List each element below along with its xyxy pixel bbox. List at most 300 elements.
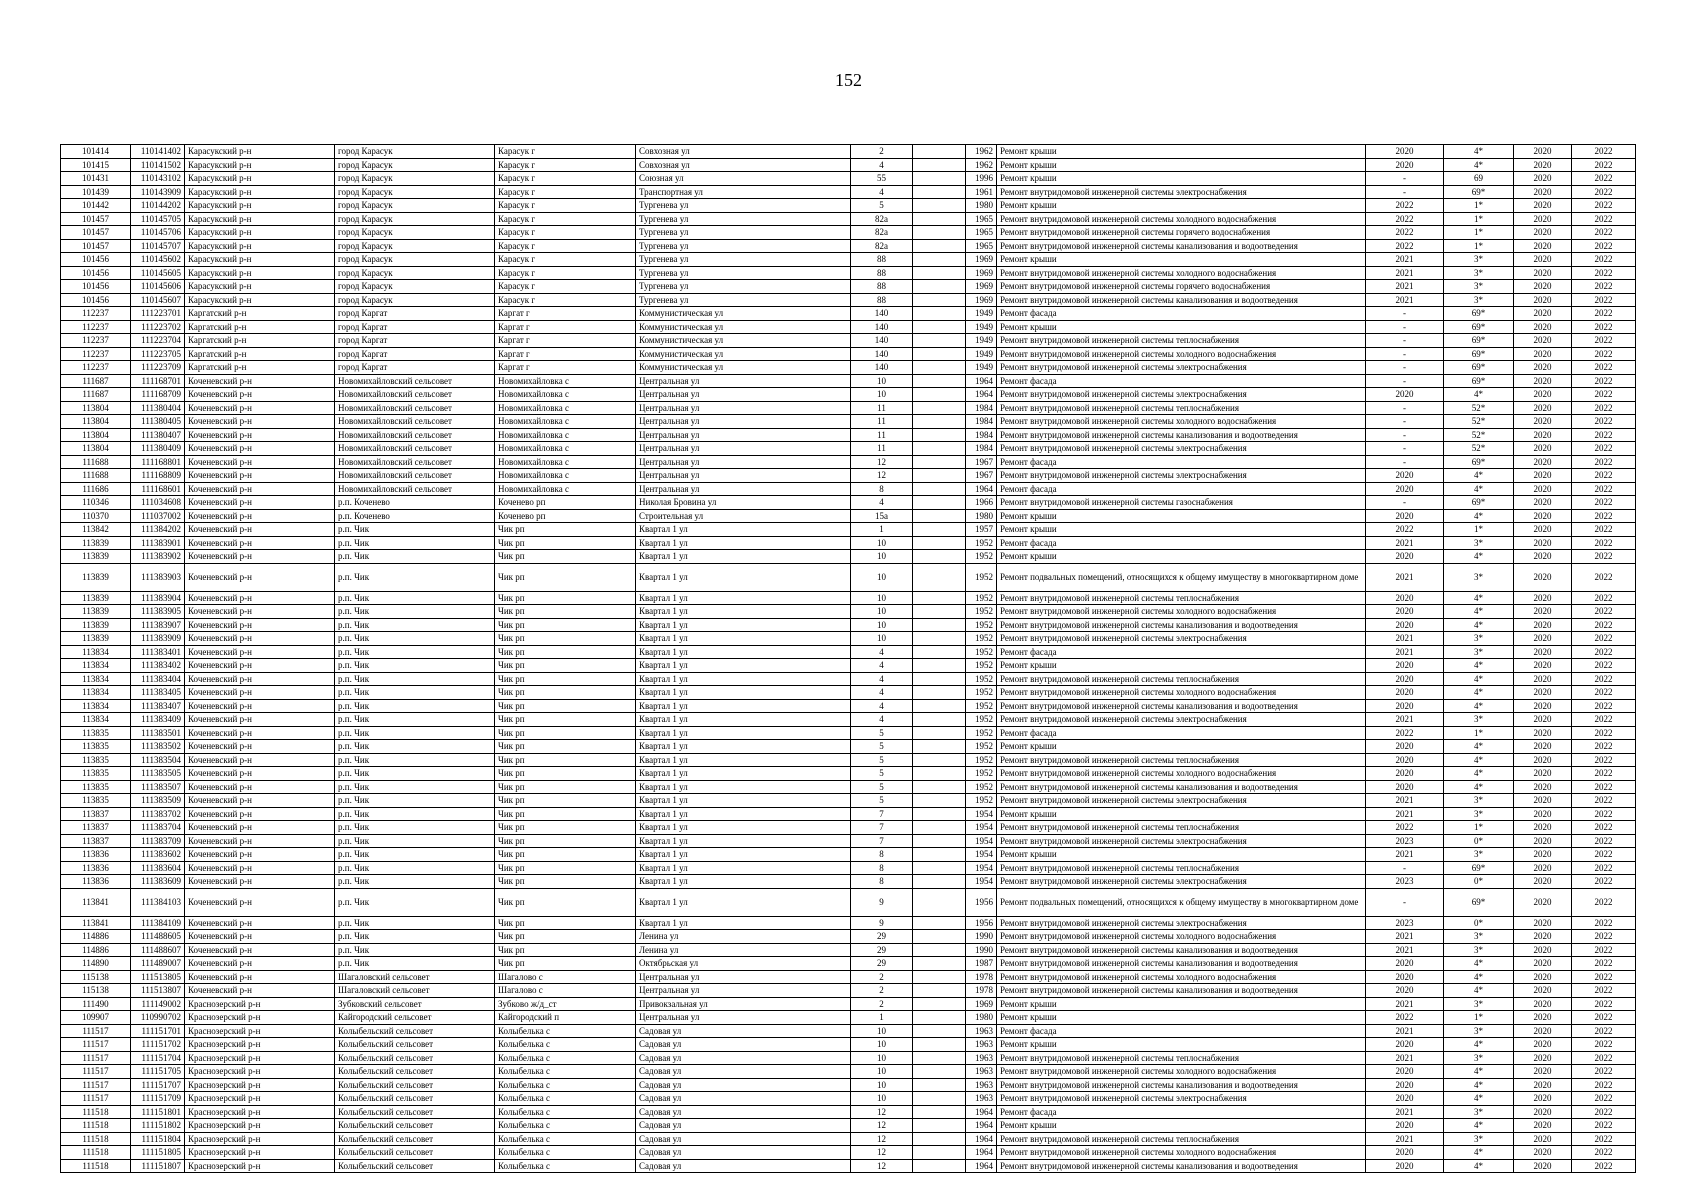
house-id-cell: 113836: [61, 861, 131, 875]
district-cell: Коченевский р-н: [185, 523, 335, 537]
street-cell: Садовая ул: [636, 1078, 851, 1092]
house-id-cell: 113842: [61, 523, 131, 537]
work-id-cell: 111383602: [131, 848, 185, 862]
municipality-cell: р.п. Чик: [335, 834, 495, 848]
planned-year-cell: -: [1366, 861, 1444, 875]
district-cell: Краснозерский р-н: [185, 1132, 335, 1146]
table-row: [61, 591, 1636, 605]
period-start-cell: 2020: [1514, 536, 1572, 550]
year-built-cell: 1990: [966, 943, 997, 957]
work-type-cell: Ремонт внутридомовой инженерной системы канализования и водоотведения: [997, 293, 1366, 307]
wear-cell: 4*: [1444, 767, 1514, 781]
planned-year-cell: 2020: [1366, 1146, 1444, 1160]
work-id-cell: 111151804: [131, 1132, 185, 1146]
wear-cell: 69*: [1444, 320, 1514, 334]
locality-cell: Карасук г: [495, 226, 636, 240]
table-row: [61, 185, 1636, 199]
work-type-cell: Ремонт крыши: [997, 145, 1366, 159]
wear-cell: 3*: [1444, 563, 1514, 591]
period-end-cell: 2022: [1572, 401, 1636, 415]
wear-cell: 3*: [1444, 997, 1514, 1011]
building-cell: [913, 699, 966, 713]
municipality-cell: р.п. Чик: [335, 807, 495, 821]
work-type-cell: Ремонт внутридомовой инженерной системы электроснабжения: [997, 1092, 1366, 1106]
locality-cell: Чик рп: [495, 834, 636, 848]
street-cell: Тургенева ул: [636, 226, 851, 240]
house-id-cell: 113841: [61, 916, 131, 930]
work-type-cell: Ремонт внутридомовой инженерной системы теплоснабжения: [997, 861, 1366, 875]
year-built-cell: 1964: [966, 1159, 997, 1173]
wear-cell: 1*: [1444, 726, 1514, 740]
table-row: [61, 807, 1636, 821]
locality-cell: Кайгородский п: [495, 1011, 636, 1025]
municipality-cell: город Каргат: [335, 320, 495, 334]
building-cell: [913, 185, 966, 199]
planned-year-cell: -: [1366, 415, 1444, 429]
work-type-cell: Ремонт крыши: [997, 659, 1366, 673]
work-id-cell: 111383509: [131, 794, 185, 808]
period-end-cell: 2022: [1572, 875, 1636, 889]
street-cell: Центральная ул: [636, 1011, 851, 1025]
district-cell: Коченевский р-н: [185, 861, 335, 875]
work-id-cell: 111151705: [131, 1065, 185, 1079]
period-end-cell: 2022: [1572, 1038, 1636, 1052]
house-id-cell: 101414: [61, 145, 131, 159]
house-id-cell: 111688: [61, 455, 131, 469]
house-id-cell: 113839: [61, 605, 131, 619]
house-id-cell: 101457: [61, 239, 131, 253]
work-id-cell: 111513807: [131, 984, 185, 998]
house-number-cell: 8: [851, 482, 913, 496]
period-start-cell: 2020: [1514, 496, 1572, 510]
table-row: [61, 334, 1636, 348]
house-id-cell: 111517: [61, 1038, 131, 1052]
building-cell: [913, 861, 966, 875]
house-number-cell: 55: [851, 172, 913, 186]
year-built-cell: 1964: [966, 1119, 997, 1133]
house-id-cell: 101456: [61, 253, 131, 267]
year-built-cell: 1952: [966, 699, 997, 713]
planned-year-cell: -: [1366, 428, 1444, 442]
municipality-cell: р.п. Чик: [335, 753, 495, 767]
house-number-cell: 12: [851, 1159, 913, 1173]
building-cell: [913, 401, 966, 415]
street-cell: Квартал 1 ул: [636, 834, 851, 848]
municipality-cell: р.п. Чик: [335, 550, 495, 564]
period-end-cell: 2022: [1572, 1105, 1636, 1119]
municipality-cell: Колыбельский сельсовет: [335, 1024, 495, 1038]
district-cell: Коченевский р-н: [185, 659, 335, 673]
wear-cell: 4*: [1444, 659, 1514, 673]
work-type-cell: Ремонт внутридомовой инженерной системы канализования и водоотведения: [997, 984, 1366, 998]
period-start-cell: 2020: [1514, 374, 1572, 388]
building-cell: [913, 1011, 966, 1025]
building-cell: [913, 1024, 966, 1038]
building-cell: [913, 334, 966, 348]
district-cell: Краснозерский р-н: [185, 997, 335, 1011]
house-id-cell: 111518: [61, 1105, 131, 1119]
work-type-cell: Ремонт внутридомовой инженерной системы электроснабжения: [997, 834, 1366, 848]
building-cell: [913, 550, 966, 564]
house-number-cell: 11: [851, 442, 913, 456]
house-number-cell: 8: [851, 861, 913, 875]
municipality-cell: город Карасук: [335, 199, 495, 213]
work-type-cell: Ремонт внутридомовой инженерной системы электроснабжения: [997, 442, 1366, 456]
locality-cell: Каргат г: [495, 320, 636, 334]
year-built-cell: 1980: [966, 1011, 997, 1025]
work-type-cell: Ремонт внутридомовой инженерной системы холодного водоснабжения: [997, 266, 1366, 280]
house-number-cell: 12: [851, 1132, 913, 1146]
period-end-cell: 2022: [1572, 997, 1636, 1011]
period-end-cell: 2022: [1572, 1051, 1636, 1065]
planned-year-cell: 2020: [1366, 158, 1444, 172]
year-built-cell: 1964: [966, 388, 997, 402]
wear-cell: 3*: [1444, 1024, 1514, 1038]
period-start-cell: 2020: [1514, 347, 1572, 361]
municipality-cell: р.п. Чик: [335, 875, 495, 889]
period-end-cell: 2022: [1572, 442, 1636, 456]
house-number-cell: 4: [851, 686, 913, 700]
work-type-cell: Ремонт внутридомовой инженерной системы канализования и водоотведения: [997, 699, 1366, 713]
period-start-cell: 2020: [1514, 1011, 1572, 1025]
repair-program-table: [60, 144, 1636, 1173]
building-cell: [913, 807, 966, 821]
municipality-cell: город Каргат: [335, 307, 495, 321]
planned-year-cell: -: [1366, 401, 1444, 415]
planned-year-cell: 2021: [1366, 794, 1444, 808]
wear-cell: 4*: [1444, 1092, 1514, 1106]
building-cell: [913, 428, 966, 442]
building-cell: [913, 361, 966, 375]
locality-cell: Колыбелька с: [495, 1159, 636, 1173]
work-id-cell: 111168701: [131, 374, 185, 388]
house-id-cell: 101456: [61, 293, 131, 307]
street-cell: Тургенева ул: [636, 280, 851, 294]
house-number-cell: 10: [851, 632, 913, 646]
district-cell: Коченевский р-н: [185, 605, 335, 619]
locality-cell: Чик рп: [495, 943, 636, 957]
period-start-cell: 2020: [1514, 916, 1572, 930]
table-row: [61, 1159, 1636, 1173]
house-number-cell: 4: [851, 496, 913, 510]
year-built-cell: 1984: [966, 415, 997, 429]
house-id-cell: 112237: [61, 307, 131, 321]
municipality-cell: р.п. Чик: [335, 605, 495, 619]
house-id-cell: 115138: [61, 970, 131, 984]
table-row: [61, 550, 1636, 564]
municipality-cell: р.п. Чик: [335, 699, 495, 713]
year-built-cell: 1984: [966, 428, 997, 442]
house-number-cell: 12: [851, 469, 913, 483]
locality-cell: Каргат г: [495, 347, 636, 361]
period-start-cell: 2020: [1514, 605, 1572, 619]
building-cell: [913, 1092, 966, 1106]
planned-year-cell: 2020: [1366, 1119, 1444, 1133]
period-start-cell: 2020: [1514, 632, 1572, 646]
house-id-cell: 111686: [61, 482, 131, 496]
street-cell: Квартал 1 ул: [636, 726, 851, 740]
street-cell: Садовая ул: [636, 1092, 851, 1106]
period-start-cell: 2020: [1514, 212, 1572, 226]
work-type-cell: Ремонт крыши: [997, 158, 1366, 172]
work-type-cell: Ремонт подвальных помещений, относящихся к общему имуществу в многоквартирном доме: [997, 888, 1366, 916]
house-number-cell: 88: [851, 293, 913, 307]
house-number-cell: 10: [851, 563, 913, 591]
table-row: [61, 645, 1636, 659]
district-cell: Краснозерский р-н: [185, 1119, 335, 1133]
district-cell: Краснозерский р-н: [185, 1011, 335, 1025]
wear-cell: 3*: [1444, 266, 1514, 280]
work-type-cell: Ремонт внутридомовой инженерной системы теплоснабжения: [997, 334, 1366, 348]
district-cell: Каргатский р-н: [185, 361, 335, 375]
locality-cell: Колыбелька с: [495, 1105, 636, 1119]
district-cell: Карасукский р-н: [185, 226, 335, 240]
street-cell: Тургенева ул: [636, 293, 851, 307]
period-start-cell: 2020: [1514, 848, 1572, 862]
house-id-cell: 111687: [61, 374, 131, 388]
work-type-cell: Ремонт крыши: [997, 1011, 1366, 1025]
period-start-cell: 2020: [1514, 767, 1572, 781]
wear-cell: 69*: [1444, 888, 1514, 916]
wear-cell: 4*: [1444, 672, 1514, 686]
street-cell: Совхозная ул: [636, 158, 851, 172]
work-id-cell: 111383905: [131, 605, 185, 619]
house-id-cell: 111517: [61, 1024, 131, 1038]
work-id-cell: 111223701: [131, 307, 185, 321]
house-id-cell: 112237: [61, 361, 131, 375]
period-start-cell: 2020: [1514, 686, 1572, 700]
table-row: [61, 713, 1636, 727]
building-cell: [913, 943, 966, 957]
house-number-cell: 8: [851, 875, 913, 889]
work-id-cell: 111151802: [131, 1119, 185, 1133]
year-built-cell: 1954: [966, 861, 997, 875]
street-cell: Коммунистическая ул: [636, 361, 851, 375]
house-number-cell: 5: [851, 740, 913, 754]
planned-year-cell: 2020: [1366, 699, 1444, 713]
locality-cell: Чик рп: [495, 713, 636, 727]
locality-cell: Чик рп: [495, 686, 636, 700]
work-id-cell: 111149002: [131, 997, 185, 1011]
work-id-cell: 111034608: [131, 496, 185, 510]
district-cell: Коченевский р-н: [185, 807, 335, 821]
wear-cell: 4*: [1444, 618, 1514, 632]
planned-year-cell: -: [1366, 307, 1444, 321]
house-number-cell: 4: [851, 185, 913, 199]
wear-cell: 4*: [1444, 482, 1514, 496]
street-cell: Садовая ул: [636, 1119, 851, 1133]
planned-year-cell: 2020: [1366, 1065, 1444, 1079]
table-row: [61, 970, 1636, 984]
planned-year-cell: 2021: [1366, 266, 1444, 280]
work-id-cell: 110145607: [131, 293, 185, 307]
planned-year-cell: -: [1366, 442, 1444, 456]
work-type-cell: Ремонт внутридомовой инженерной системы электроснабжения: [997, 185, 1366, 199]
table-row: [61, 1011, 1636, 1025]
house-number-cell: 29: [851, 930, 913, 944]
wear-cell: 4*: [1444, 984, 1514, 998]
work-id-cell: 111380409: [131, 442, 185, 456]
building-cell: [913, 374, 966, 388]
planned-year-cell: 2020: [1366, 618, 1444, 632]
street-cell: Квартал 1 ул: [636, 536, 851, 550]
year-built-cell: 1967: [966, 455, 997, 469]
house-id-cell: 113804: [61, 442, 131, 456]
street-cell: Квартал 1 ул: [636, 794, 851, 808]
district-cell: Коченевский р-н: [185, 618, 335, 632]
house-id-cell: 113836: [61, 848, 131, 862]
period-end-cell: 2022: [1572, 659, 1636, 673]
work-type-cell: Ремонт внутридомовой инженерной системы холодного водоснабжения: [997, 970, 1366, 984]
year-built-cell: 1956: [966, 916, 997, 930]
planned-year-cell: 2023: [1366, 916, 1444, 930]
street-cell: Тургенева ул: [636, 199, 851, 213]
year-built-cell: 1963: [966, 1092, 997, 1106]
building-cell: [913, 1159, 966, 1173]
year-built-cell: 1952: [966, 767, 997, 781]
municipality-cell: р.п. Чик: [335, 563, 495, 591]
house-number-cell: 15а: [851, 509, 913, 523]
house-number-cell: 140: [851, 307, 913, 321]
house-number-cell: 5: [851, 753, 913, 767]
district-cell: Коченевский р-н: [185, 848, 335, 862]
work-type-cell: Ремонт внутридомовой инженерной системы горячего водоснабжения: [997, 226, 1366, 240]
period-start-cell: 2020: [1514, 821, 1572, 835]
period-start-cell: 2020: [1514, 970, 1572, 984]
house-id-cell: 111687: [61, 388, 131, 402]
locality-cell: Зубково ж/д_ст: [495, 997, 636, 1011]
house-number-cell: 29: [851, 943, 913, 957]
table-row: [61, 1119, 1636, 1133]
period-start-cell: 2020: [1514, 1146, 1572, 1160]
table-row: [61, 293, 1636, 307]
work-id-cell: 111383502: [131, 740, 185, 754]
planned-year-cell: 2022: [1366, 199, 1444, 213]
wear-cell: 4*: [1444, 388, 1514, 402]
table-row: [61, 1092, 1636, 1106]
table-row: [61, 401, 1636, 415]
house-number-cell: 5: [851, 767, 913, 781]
locality-cell: Карасук г: [495, 185, 636, 199]
building-cell: [913, 632, 966, 646]
table-row: [61, 1024, 1636, 1038]
street-cell: Союзная ул: [636, 172, 851, 186]
period-end-cell: 2022: [1572, 970, 1636, 984]
district-cell: Коченевский р-н: [185, 563, 335, 591]
house-number-cell: 4: [851, 672, 913, 686]
period-start-cell: 2020: [1514, 361, 1572, 375]
district-cell: Коченевский р-н: [185, 536, 335, 550]
work-id-cell: 111383901: [131, 536, 185, 550]
table-row: [61, 1105, 1636, 1119]
house-id-cell: 113839: [61, 632, 131, 646]
district-cell: Карасукский р-н: [185, 145, 335, 159]
work-type-cell: Ремонт фасада: [997, 455, 1366, 469]
street-cell: Садовая ул: [636, 1038, 851, 1052]
period-end-cell: 2022: [1572, 469, 1636, 483]
district-cell: Карасукский р-н: [185, 172, 335, 186]
table-row: [61, 672, 1636, 686]
building-cell: [913, 1119, 966, 1133]
building-cell: [913, 930, 966, 944]
table-row: [61, 563, 1636, 591]
period-start-cell: 2020: [1514, 239, 1572, 253]
year-built-cell: 1952: [966, 794, 997, 808]
table-row: [61, 509, 1636, 523]
work-id-cell: 111168809: [131, 469, 185, 483]
wear-cell: 1*: [1444, 212, 1514, 226]
district-cell: Каргатский р-н: [185, 334, 335, 348]
municipality-cell: Колыбельский сельсовет: [335, 1078, 495, 1092]
street-cell: Строительная ул: [636, 509, 851, 523]
house-id-cell: 113835: [61, 726, 131, 740]
street-cell: Квартал 1 ул: [636, 916, 851, 930]
municipality-cell: город Карасук: [335, 212, 495, 226]
locality-cell: Чик рп: [495, 875, 636, 889]
street-cell: Садовая ул: [636, 1065, 851, 1079]
year-built-cell: 1963: [966, 1078, 997, 1092]
table-row: [61, 659, 1636, 673]
year-built-cell: 1952: [966, 753, 997, 767]
house-number-cell: 140: [851, 320, 913, 334]
work-type-cell: Ремонт внутридомовой инженерной системы канализования и водоотведения: [997, 1078, 1366, 1092]
building-cell: [913, 1078, 966, 1092]
work-type-cell: Ремонт внутридомовой инженерной системы холодного водоснабжения: [997, 686, 1366, 700]
period-start-cell: 2020: [1514, 1159, 1572, 1173]
year-built-cell: 1954: [966, 807, 997, 821]
year-built-cell: 1964: [966, 1132, 997, 1146]
period-start-cell: 2020: [1514, 172, 1572, 186]
building-cell: [913, 767, 966, 781]
house-id-cell: 101431: [61, 172, 131, 186]
year-built-cell: 1963: [966, 1038, 997, 1052]
planned-year-cell: 2020: [1366, 591, 1444, 605]
period-start-cell: 2020: [1514, 930, 1572, 944]
house-number-cell: 2: [851, 145, 913, 159]
table-row: [61, 536, 1636, 550]
municipality-cell: Новомихайловский сельсовет: [335, 374, 495, 388]
house-id-cell: 112237: [61, 320, 131, 334]
house-id-cell: 113834: [61, 659, 131, 673]
work-type-cell: Ремонт внутридомовой инженерной системы канализования и водоотведения: [997, 428, 1366, 442]
municipality-cell: Новомихайловский сельсовет: [335, 469, 495, 483]
district-cell: Карасукский р-н: [185, 158, 335, 172]
wear-cell: 1*: [1444, 226, 1514, 240]
planned-year-cell: 2022: [1366, 726, 1444, 740]
house-number-cell: 10: [851, 1038, 913, 1052]
wear-cell: 4*: [1444, 753, 1514, 767]
table-row: [61, 605, 1636, 619]
planned-year-cell: 2021: [1366, 632, 1444, 646]
work-id-cell: 110145707: [131, 239, 185, 253]
period-start-cell: 2020: [1514, 415, 1572, 429]
building-cell: [913, 455, 966, 469]
wear-cell: 4*: [1444, 699, 1514, 713]
year-built-cell: 1969: [966, 293, 997, 307]
locality-cell: Новомихайловка с: [495, 469, 636, 483]
house-number-cell: 5: [851, 199, 913, 213]
work-type-cell: Ремонт крыши: [997, 997, 1366, 1011]
locality-cell: Чик рп: [495, 618, 636, 632]
work-id-cell: 110145705: [131, 212, 185, 226]
municipality-cell: р.п. Чик: [335, 645, 495, 659]
house-id-cell: 113837: [61, 834, 131, 848]
street-cell: Квартал 1 ул: [636, 713, 851, 727]
work-type-cell: Ремонт внутридомовой инженерной системы холодного водоснабжения: [997, 930, 1366, 944]
period-end-cell: 2022: [1572, 618, 1636, 632]
work-type-cell: Ремонт внутридомовой инженерной системы канализования и водоотведения: [997, 618, 1366, 632]
locality-cell: Новомихайловка с: [495, 415, 636, 429]
